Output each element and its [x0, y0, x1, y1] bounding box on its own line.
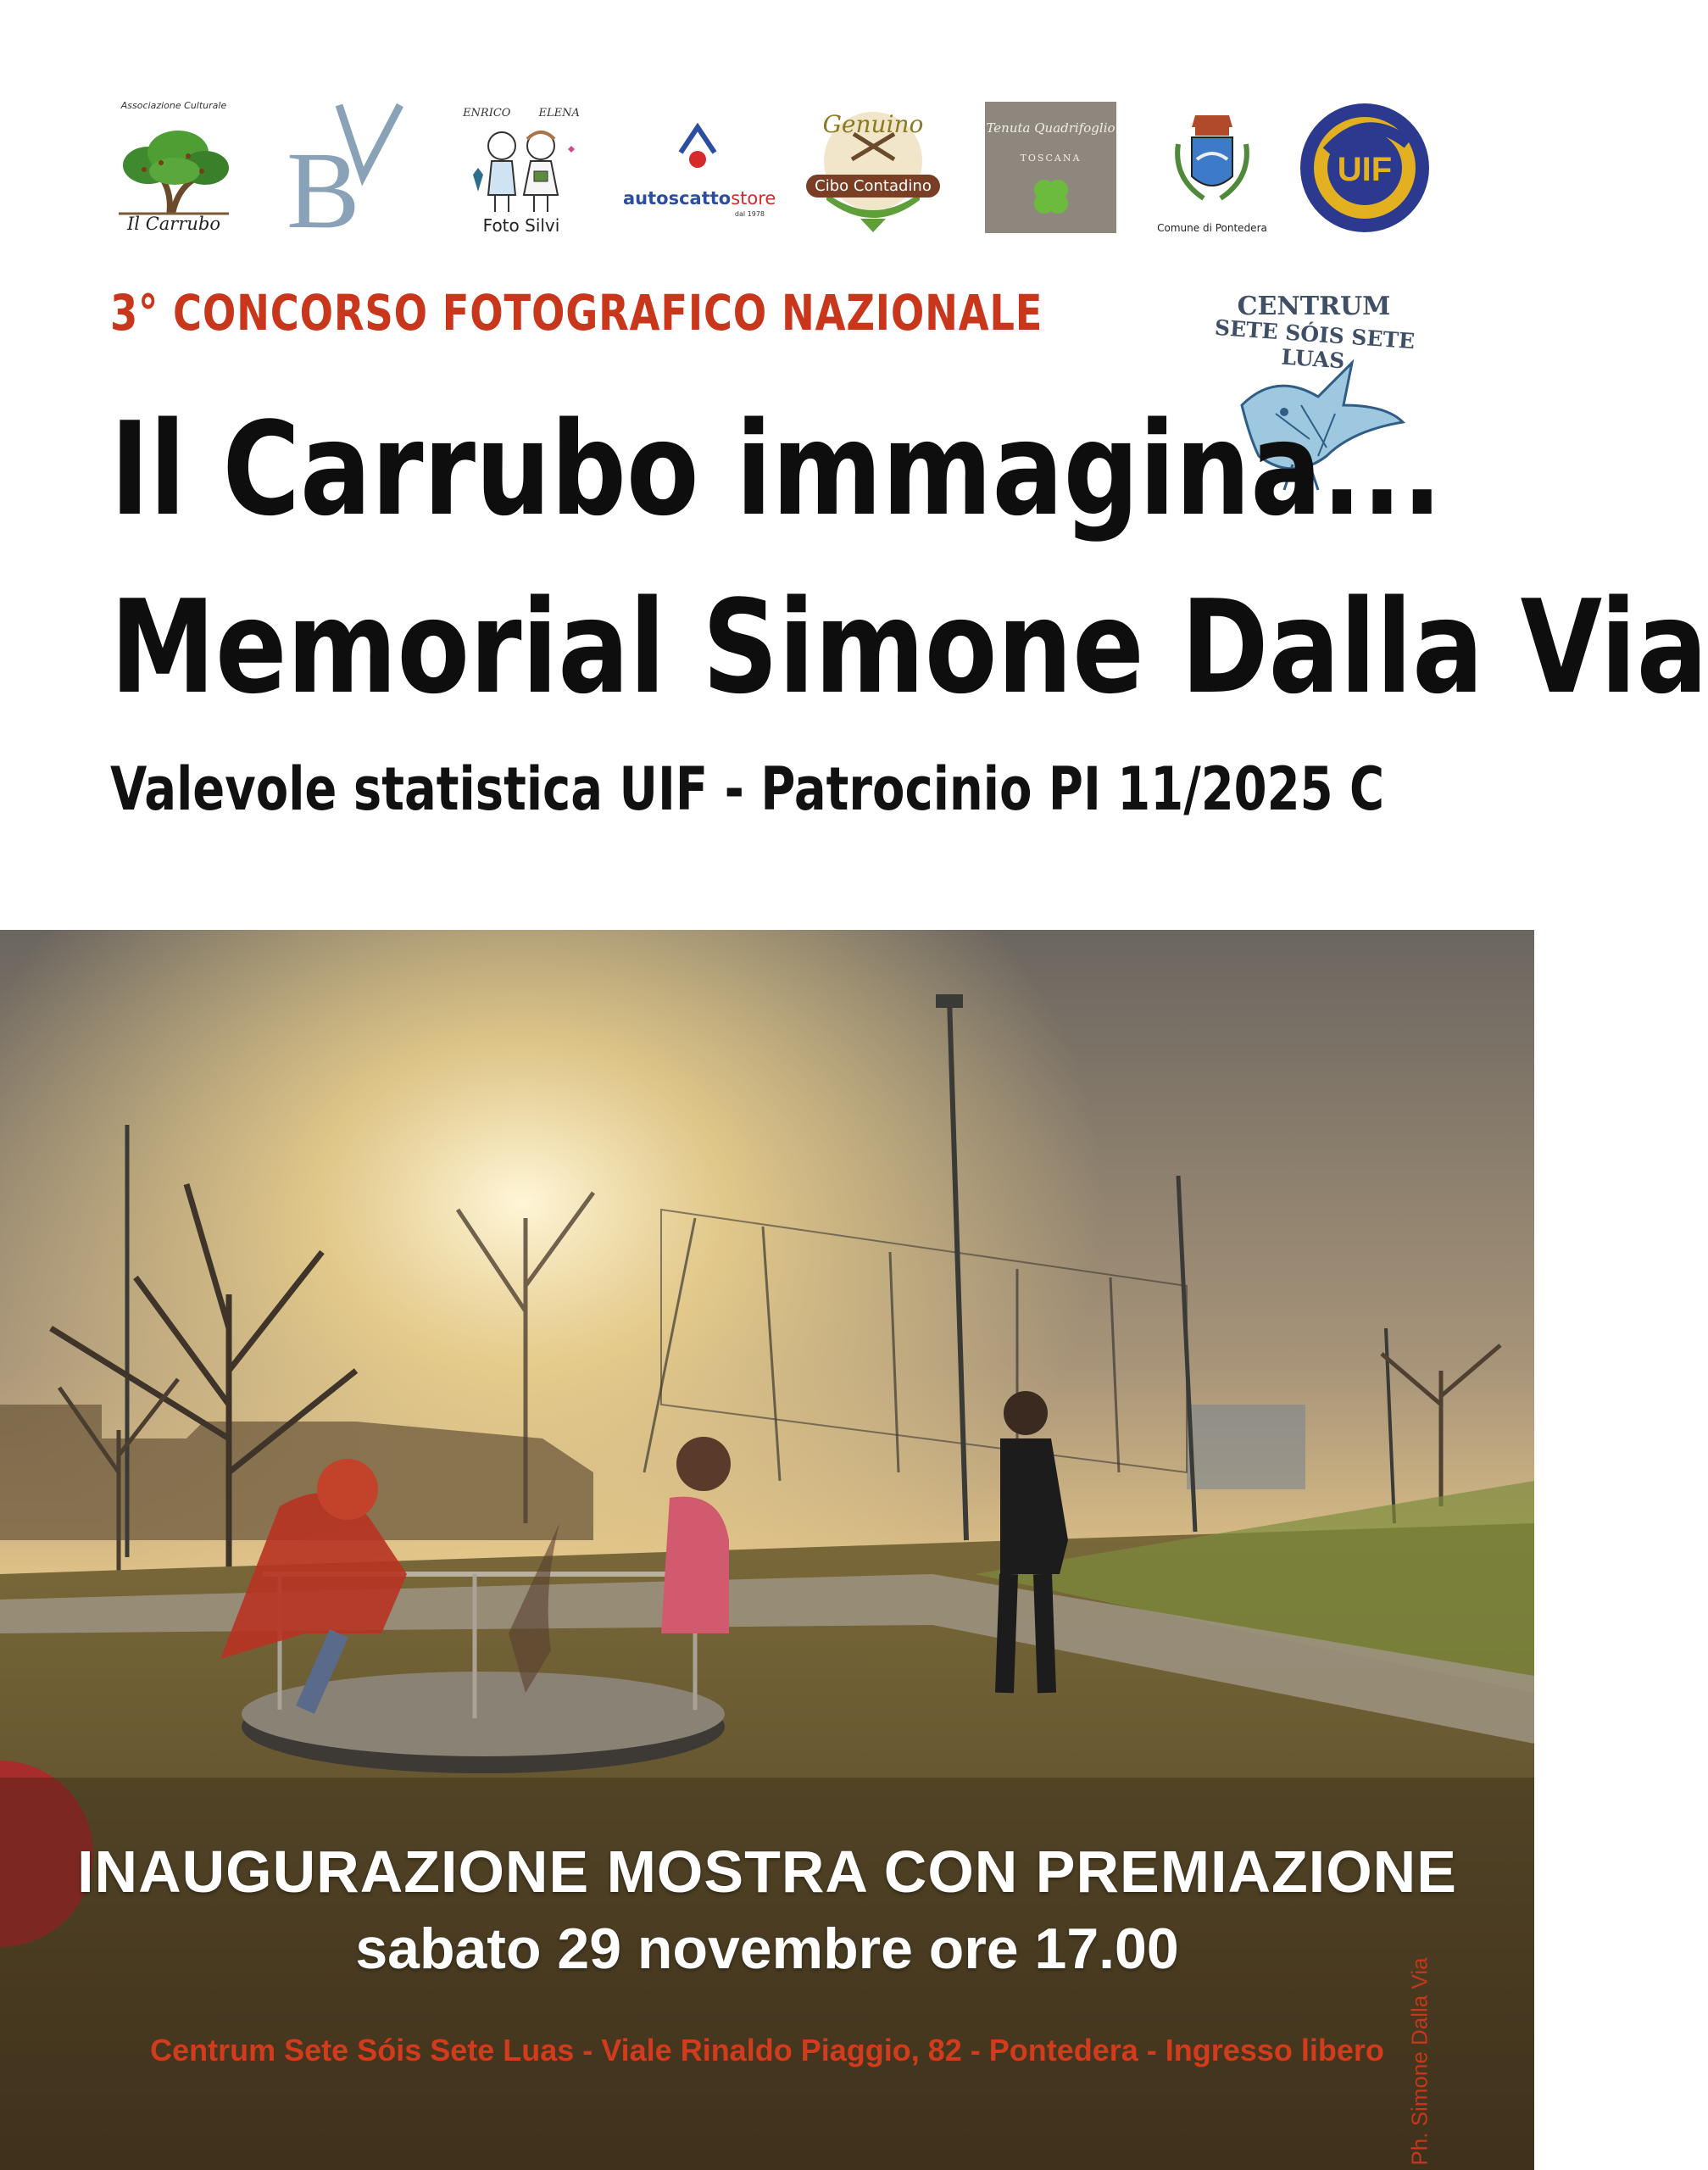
logo-foto-silvi: [449, 100, 593, 236]
logo-genuino: [801, 100, 945, 236]
logo-bv: [280, 100, 407, 252]
tenuta-region: TOSCANA: [1020, 153, 1082, 164]
carrubo-association-text: Associazione Culturale: [120, 100, 227, 111]
couple-illustration-icon: [458, 124, 585, 217]
autoscatto-brand: autoscatto: [623, 188, 732, 209]
page-title-line2: Memorial Simone Dalla Via: [110, 572, 1708, 722]
centrum-line2: SETE SÓIS SETE LUAS: [1214, 314, 1416, 374]
logo-uif: [1297, 100, 1433, 236]
svg-text:B: B: [287, 130, 360, 252]
four-leaf-clover-icon: [1026, 171, 1077, 222]
carob-tree-icon: [110, 119, 237, 220]
tenuta-name: Tenuta Quadrifoglio: [986, 120, 1115, 136]
page-title-line1: Il Carrubo immagina...: [110, 394, 1443, 544]
photo-credit-text: Ph. Simone Dalla Via: [1406, 1957, 1433, 2166]
uif-badge-icon: [1298, 101, 1432, 235]
patronage-line: Valevole statistica UIF - Patrocinio PI 11/2025 C: [110, 754, 1385, 824]
autoscatto-arrow-icon: [672, 119, 723, 178]
contest-subtitle: 3° CONCORSO FOTOGRAFICO NAZIONALE: [110, 284, 1043, 342]
logo-il-carrubo: [106, 100, 242, 236]
autoscatto-since: dal 1978: [734, 210, 765, 218]
logo-autoscatto-store: [623, 100, 776, 236]
uif-letters: UIF: [1337, 151, 1393, 188]
foto-silvi-name: Foto Silvi: [482, 215, 560, 236]
comune-name: Comune di Pontedera: [1157, 222, 1267, 234]
event-date: sabato 29 novembre ore 17.00: [355, 1917, 1179, 1981]
event-photo: [0, 930, 1534, 2170]
autoscatto-wordmark: [623, 188, 776, 209]
bride-name: ELENA: [538, 107, 580, 120]
logo-comune-di-pontedera: [1153, 100, 1271, 236]
genuino-banner: Cibo Contadino: [806, 175, 940, 198]
playground-sunset-photo: [0, 930, 1534, 2170]
groom-name: ENRICO: [463, 107, 511, 120]
municipal-crest-icon: [1161, 110, 1263, 220]
event-headline: INAUGURAZIONE MOSTRA CON PREMIAZIONE: [77, 1839, 1457, 1905]
carrubo-name: Il Carrubo: [127, 214, 220, 234]
event-venue: Centrum Sete Sóis Sete Luas - Viale Rinaldo Piaggio, 82 - Pontedera - Ingresso libero: [150, 2033, 1384, 2067]
foto-silvi-names: [449, 107, 593, 120]
genuino-script: Genuino: [822, 110, 924, 138]
autoscatto-suffix: store: [731, 188, 776, 209]
bv-monogram-icon: [280, 100, 407, 252]
logo-tenuta-quadrifoglio: [985, 102, 1116, 233]
centrum-line1: CENTRUM: [1237, 292, 1391, 321]
